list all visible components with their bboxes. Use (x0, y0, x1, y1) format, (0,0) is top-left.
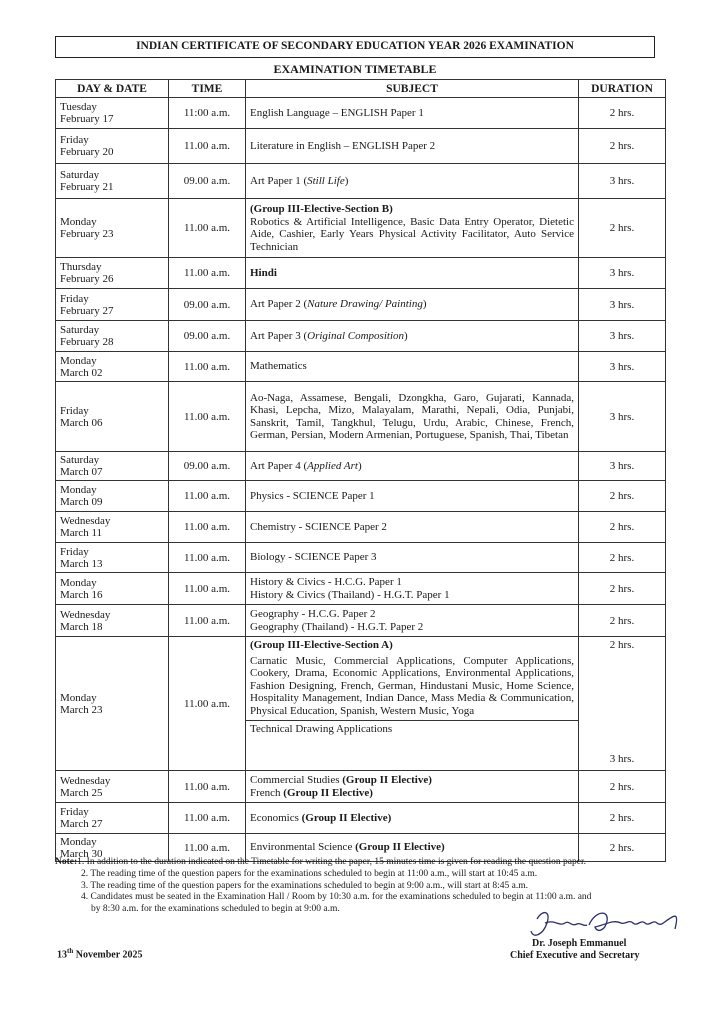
table-row (56, 771, 666, 803)
duration-cell: 3 hrs. (579, 289, 666, 321)
day-label: Friday (60, 404, 89, 417)
day-date-cell (56, 258, 169, 289)
table-row (56, 98, 666, 129)
table-row (56, 637, 666, 771)
duration-cell: 3 hrs. (579, 452, 666, 481)
date-label: February 27 (60, 304, 114, 317)
technical-drawing-subject: Technical Drawing Applications (246, 720, 578, 737)
subject-cell: Commercial Studies (Group II Elective) French (Group II Elective) (246, 771, 579, 803)
subject-cell: History & Civics - H.C.G. Paper 1 History & Civics (Thailand) - H.G.T. Paper 1 (246, 573, 579, 605)
subject-cell: Mathematics (246, 352, 579, 382)
day-label: Wednesday (60, 515, 111, 527)
day-date-cell (56, 771, 169, 803)
date-label: February 26 (60, 273, 114, 285)
date-label: February 23 (60, 228, 114, 240)
col-header-time: TIME (169, 80, 246, 98)
duration-cell: 2 hrs. 3 hrs. (579, 637, 666, 771)
subject-cell: Hindi (246, 258, 579, 289)
day-date-cell (56, 481, 169, 512)
duration-cell: 3 hrs. (579, 321, 666, 352)
time-cell: 11.00 a.m. (169, 512, 246, 543)
table-row (56, 803, 666, 834)
day-date-cell (56, 382, 169, 452)
col-header-subject: SUBJECT (246, 80, 579, 98)
duration-cell: 2 hrs. (579, 481, 666, 512)
day-label: Saturday (60, 169, 100, 181)
duration-cell: 3 hrs. (579, 382, 666, 452)
day-date-cell (56, 543, 169, 573)
time-cell: 11.00 a.m. (169, 605, 246, 637)
time-cell: 11.00 a.m. (169, 382, 246, 452)
day-date-cell (56, 98, 169, 129)
duration-cell: 2 hrs. (579, 605, 666, 637)
duration-cell: 3 hrs. (579, 164, 666, 199)
day-label: Tuesday (60, 101, 97, 113)
date-label: March 13 (60, 557, 103, 570)
day-date-cell (56, 164, 169, 199)
day-label: Wednesday (60, 608, 111, 621)
subject-cell: (Group III-Elective-Section A) Carnatic Music, Commercial Applications, Computer Applications, Cookery, Drama, Economic Applications, Environmental Applications, Fashion Designing, French, German, Hindustani Music, Home Science, Hospitality Management, Indian Dance, Mass Media & Communication, Physical Education, Spanish, Western Music, Yoga Technical Drawing Applications (246, 637, 579, 771)
time-cell: 11.00 a.m. (169, 129, 246, 164)
day-date-cell (56, 452, 169, 481)
note-3: 3. The reading time of the question papers for the examinations scheduled to begin at 9:00 a.m., will start at 8:45 a.m. (81, 880, 529, 891)
day-date-cell (56, 352, 169, 382)
duration-cell: 2 hrs. (579, 199, 666, 258)
duration-cell: 2 hrs. (579, 129, 666, 164)
day-label: Saturday (60, 454, 100, 466)
table-row (56, 258, 666, 289)
table-row (56, 512, 666, 543)
duration-cell: 2 hrs. (579, 573, 666, 605)
day-date-cell (56, 605, 169, 637)
time-cell: 11.00 a.m. (169, 543, 246, 573)
day-date-cell (56, 289, 169, 321)
timetable-table (55, 79, 666, 862)
table-row (56, 605, 666, 637)
signatory-name: Dr. Joseph Emmanuel (532, 938, 627, 949)
time-cell: 11.00 a.m. (169, 481, 246, 512)
date-label: March 07 (60, 466, 103, 478)
day-label: Wednesday (60, 774, 111, 787)
notes-label: Note: (55, 857, 78, 867)
note-4a: 4. Candidates must be seated in the Examination Hall / Room by 10:30 a.m. for the examinations scheduled to begin at 11:00 a.m. and (81, 892, 592, 903)
time-cell: 11.00 a.m. (169, 352, 246, 382)
duration-cell: 3 hrs. (579, 352, 666, 382)
issue-date: 13th November 2025 (57, 947, 143, 961)
subject-cell: Economics (Group II Elective) (246, 803, 579, 834)
day-label: Thursday (60, 261, 102, 273)
duration-cell: 2 hrs. (579, 543, 666, 573)
day-label: Friday (60, 545, 89, 558)
table-row (56, 289, 666, 321)
day-label: Monday (60, 216, 97, 228)
col-header-duration: DURATION (579, 80, 666, 98)
time-cell: 09.00 a.m. (169, 289, 246, 321)
table-row (56, 382, 666, 452)
note-1: 1. In addition to the duration indicated on the Timetable for writing the paper, 15 minutes time is given for reading the question paper. (77, 857, 586, 867)
date-label: March 23 (60, 703, 103, 716)
timetable-heading: EXAMINATION TIMETABLE (273, 62, 437, 76)
day-date-cell (56, 321, 169, 352)
time-cell: 11:00 a.m. (169, 98, 246, 129)
table-row (56, 164, 666, 199)
date-label: March 16 (60, 588, 103, 601)
date-label: March 09 (60, 496, 103, 508)
date-label: March 30 (60, 847, 103, 860)
table-header-row (56, 80, 666, 98)
table-row (56, 129, 666, 164)
subject-cell: Environmental Science (Group II Elective) (246, 834, 579, 862)
time-cell: 11.00 a.m. (169, 573, 246, 605)
group-label: (Group III-Elective-Section A) (250, 639, 393, 651)
date-label: February 17 (60, 113, 114, 125)
date-label: March 11 (60, 527, 103, 539)
time-cell: 11.00 a.m. (169, 771, 246, 803)
subject-cell: Art Paper 4 (Applied Art) (246, 452, 579, 481)
day-date-cell (56, 129, 169, 164)
date-label: March 02 (60, 366, 103, 379)
day-label: Monday (60, 835, 97, 848)
day-label: Monday (60, 691, 97, 704)
date-label: March 06 (60, 416, 103, 429)
date-label: February 20 (60, 146, 114, 158)
day-label: Friday (60, 292, 89, 305)
duration-cell: 2 hrs. (579, 98, 666, 129)
subject-cell: Chemistry - SCIENCE Paper 2 (246, 512, 579, 543)
table-row (56, 199, 666, 258)
time-cell: 09.00 a.m. (169, 321, 246, 352)
date-label: March 25 (60, 786, 103, 799)
note-2: 2. The reading time of the question papers for the examinations scheduled to begin at 11:00 a.m., will start at 10:45 a.m. (81, 868, 538, 879)
time-cell: 11.00 a.m. (169, 199, 246, 258)
col-header-day-date: DAY & DATE (56, 80, 169, 98)
day-label: Monday (60, 354, 97, 367)
time-cell: 11.00 a.m. (169, 637, 246, 771)
duration-cell: 2 hrs. (579, 803, 666, 834)
table-row (56, 352, 666, 382)
date-label: March 27 (60, 818, 103, 830)
signatory-role: Chief Executive and Secretary (510, 950, 640, 961)
date-label: February 28 (60, 336, 114, 348)
day-label: Monday (60, 484, 97, 496)
document-title: INDIAN CERTIFICATE OF SECONDARY EDUCATION YEAR 2026 EXAMINATION (55, 36, 655, 58)
table-row (56, 452, 666, 481)
duration-cell: 2 hrs. (579, 512, 666, 543)
subject-cell: Physics - SCIENCE Paper 1 (246, 481, 579, 512)
subject-cell: Art Paper 2 (Nature Drawing/ Painting) (246, 289, 579, 321)
time-cell: 09.00 a.m. (169, 452, 246, 481)
subject-cell: (Group III-Elective-Section B) Robotics & Artificial Intelligence, Basic Data Entry Operator, Dietetic Aide, Cashier, Early Years Physical Activity Facilitator, Auto Service Technician (246, 199, 579, 258)
day-date-cell (56, 637, 169, 771)
group-label: (Group III-Elective-Section B) (250, 203, 393, 215)
day-date-cell (56, 512, 169, 543)
technical-drawing-duration: 3 hrs. (609, 753, 635, 765)
subject-cell: Literature in English – ENGLISH Paper 2 (246, 129, 579, 164)
day-label: Friday (60, 806, 89, 818)
duration-cell: 2 hrs. (579, 834, 666, 862)
subject-cell: English Language – ENGLISH Paper 1 (246, 98, 579, 129)
time-cell: 11.00 a.m. (169, 803, 246, 834)
day-label: Monday (60, 576, 97, 589)
signature-block (470, 905, 690, 965)
table-row (56, 543, 666, 573)
note-4b: by 8:30 a.m. for the examinations scheduled to begin at 9:00 a.m. (91, 904, 340, 915)
date-label: March 18 (60, 620, 103, 633)
subject-cell: Geography - H.C.G. Paper 2 Geography (Thailand) - H.G.T. Paper 2 (246, 605, 579, 637)
table-row (56, 573, 666, 605)
duration-cell: 2 hrs. (579, 771, 666, 803)
table-row (56, 321, 666, 352)
day-date-cell (56, 573, 169, 605)
table-row (56, 481, 666, 512)
subject-cell: Art Paper 1 (Still Life) (246, 164, 579, 199)
day-label: Saturday (60, 324, 100, 336)
subject-cell: Ao-Naga, Assamese, Bengali, Dzongkha, Garo, Gujarati, Kannada, Khasi, Lepcha, Mizo, Malayalam, Marathi, Nepali, Odia, Punjabi, Sanskrit, Tamil, Tangkhul, Telugu, Urdu, Arabic, Chinese, French, German, Persian, Modern Armenian, Portuguese, Spanish, Thai, Tibetan (246, 382, 579, 452)
time-cell: 11.00 a.m. (169, 258, 246, 289)
date-label: February 21 (60, 181, 114, 193)
duration-cell: 3 hrs. (579, 258, 666, 289)
day-date-cell (56, 199, 169, 258)
subject-cell: Biology - SCIENCE Paper 3 (246, 543, 579, 573)
time-cell: 11.00 a.m. (169, 834, 246, 862)
subject-cell: Art Paper 3 (Original Composition) (246, 321, 579, 352)
day-label: Friday (60, 134, 89, 146)
time-cell: 09.00 a.m. (169, 164, 246, 199)
day-date-cell (56, 803, 169, 834)
